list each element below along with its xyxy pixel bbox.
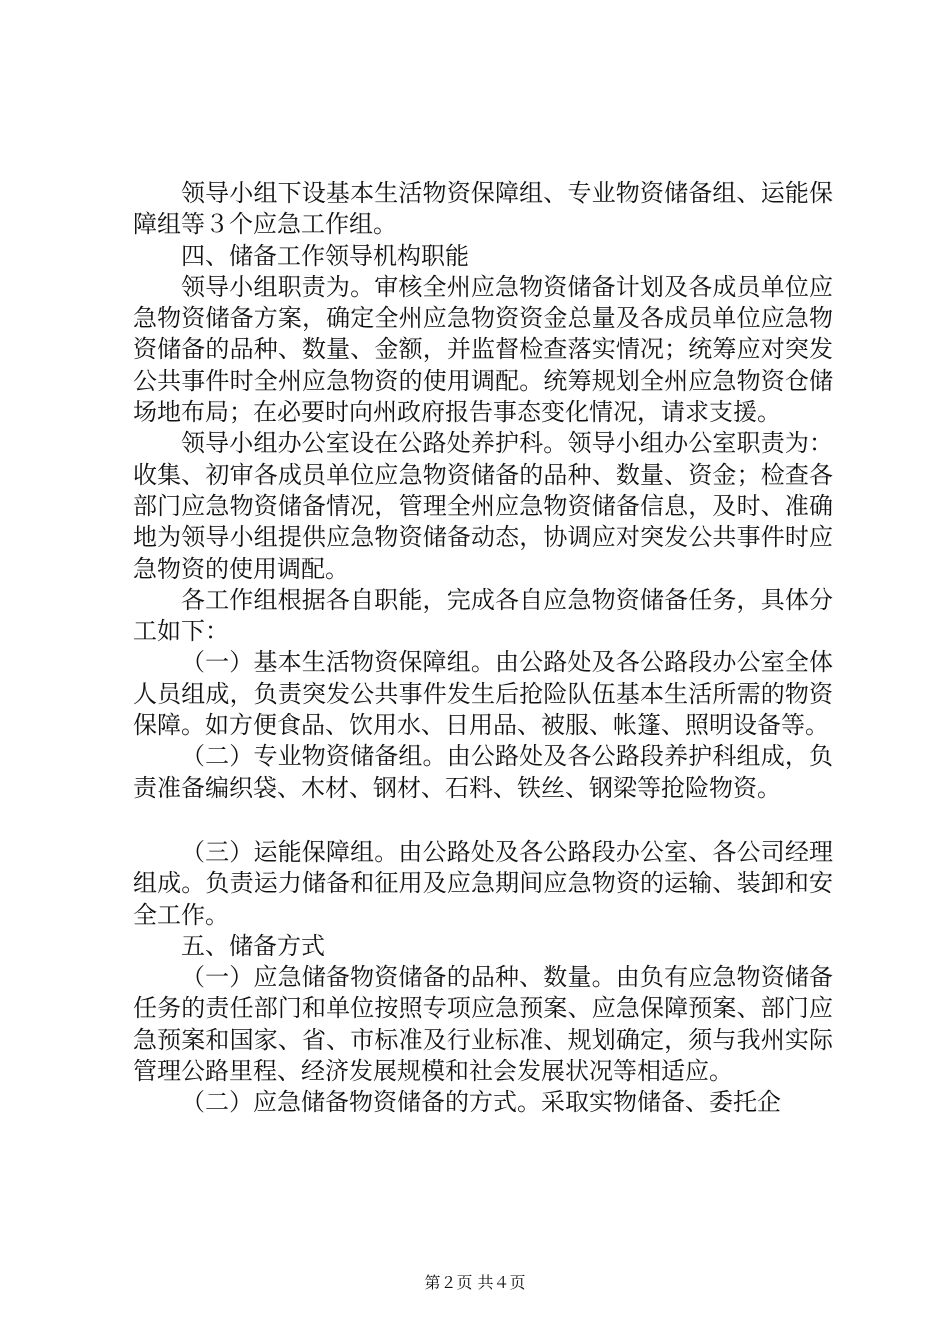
page-number-footer: 第２页 共４页	[424, 1273, 526, 1292]
paragraph-leading-group-duties: 领导小组职责为。审核全州应急物资储备计划及各成员单位应急物资储备方案，确定全州应急物资资金总量及各成员单位应急物资储备的品种、数量、金额，并监督检查落实情况；统筹应对突发公共事件时全州应急物资的使用调配。统筹规划全州应急物资仓储场地布局；在必要时向州政府报告事态变化情况，请求支援。	[133, 272, 833, 427]
paragraph-working-groups: 领导小组下设基本生活物资保障组、专业物资储备组、运能保障组等３个应急工作组。	[133, 179, 833, 239]
section-heading-4: 四、储备工作领导机构职能	[181, 241, 469, 270]
document-body	[133, 178, 833, 1119]
paragraph-transport-group: （三）运能保障组。由公路处及各公路段办公室、各公司经理组成。负责运力储备和征用及应急期间应急物资的运输、装卸和安全工作。	[133, 837, 833, 929]
paragraph-professional-supplies-group: （二）专业物资储备组。由公路处及各公路段养护科组成，负责准备编织袋、木材、钢材、石料、铁丝、钢梁等抢险物资。	[133, 742, 833, 802]
paragraph-office-duties: 领导小组办公室设在公路处养护科。领导小组办公室职责为：收集、初审各成员单位应急物资储备的品种、数量、资金；检查各部门应急物资储备情况，管理全州应急物资储备信息，及时、准确地为领导小组提供应急物资储备动态，协调应对突发公共事件时应急物资的使用调配。	[133, 429, 833, 583]
paragraph-division-of-work: 各工作组根据各自职能，完成各自应急物资储备任务，具体分工如下：	[133, 585, 833, 646]
paragraph-basic-supplies-group: （一）基本生活物资保障组。由公路处及各公路段办公室全体人员组成，负责突发公共事件发生后抢险队伍基本生活所需的物资保障。如方便食品、饮用水、日用品、被服、帐篷、照明设备等。	[133, 648, 833, 740]
paragraph-storage-methods: （二）应急储备物资储备的方式。采取实物储备、委托企	[181, 1088, 781, 1117]
paragraph-storage-varieties: （一）应急储备物资储备的品种、数量。由负有应急物资储备任务的责任部门和单位按照专项应急预案、应急保障预案、部门应急预案和国家、省、市标准及行业标准、规划确定，须与我州实际管理公路里程、经济发展规模和社会发展状况等相适应。	[133, 963, 833, 1086]
section-heading-5: 五、储备方式	[181, 931, 325, 960]
